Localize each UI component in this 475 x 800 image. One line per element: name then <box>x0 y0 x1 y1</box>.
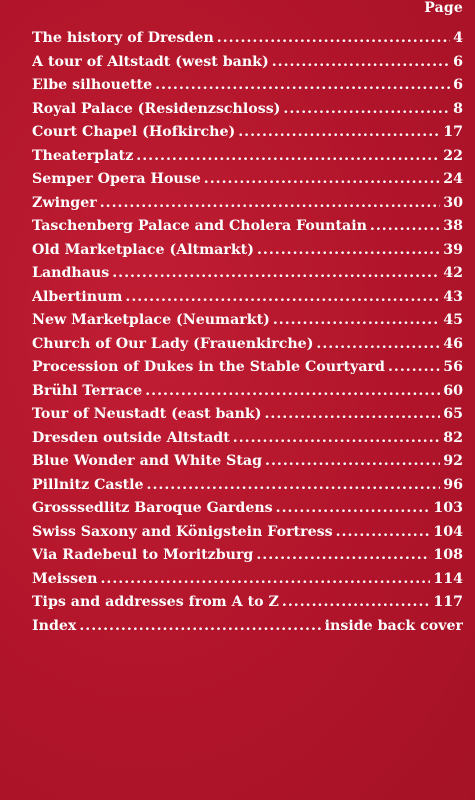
toc-entry-page-number: 6 <box>453 53 463 70</box>
toc-entry-title: The history of Dresden <box>32 30 214 46</box>
toc-entry-page-number: 38 <box>443 218 463 235</box>
toc-entry-title: Swiss Saxony and Königstein Fortress <box>32 523 333 540</box>
toc-entry <box>32 359 463 383</box>
toc-entry <box>32 571 463 595</box>
toc-entry-title: Grosssedlitz Baroque Gardens <box>32 500 273 517</box>
toc-entry <box>32 30 463 54</box>
toc-entry-title: Blue Wonder and White Stag <box>32 453 263 470</box>
toc-entry-page-number: 43 <box>443 288 463 305</box>
toc-entry-page-number: 24 <box>443 171 463 188</box>
toc-entry-page-number: 60 <box>443 382 463 399</box>
toc-entry-leader-dots <box>112 265 440 281</box>
toc-entry <box>32 54 463 78</box>
toc-entry-page-number: 56 <box>443 359 463 376</box>
toc-entry-leader-dots <box>273 312 440 328</box>
toc-entry-leader-dots <box>265 453 440 469</box>
toc-entry-page-number: 30 <box>443 194 463 211</box>
toc-entry-leader-dots <box>283 101 450 117</box>
toc-entry-leader-dots <box>264 406 440 422</box>
toc-entry-leader-dots <box>238 124 440 140</box>
toc-entry-page-number: 22 <box>443 147 463 164</box>
toc-entry-title: Albertinum <box>32 288 123 305</box>
toc-entry-title: Procession of Dukes in the Stable Courtyard <box>32 359 385 376</box>
toc-entry-leader-dots <box>316 336 440 352</box>
toc-list <box>32 30 463 641</box>
toc-entry-title: Index <box>32 617 77 634</box>
toc-entry <box>32 594 463 618</box>
toc-entry-title: Zwinger <box>32 194 97 211</box>
toc-entry-leader-dots <box>145 383 440 399</box>
toc-entry-title: Semper Opera House <box>32 171 201 188</box>
toc-entry <box>32 312 463 336</box>
toc-entry-title: Tour of Neustadt (east bank) <box>32 406 262 423</box>
toc-entry-page-number: 46 <box>443 335 463 352</box>
toc-entry-page-number: 82 <box>443 429 463 446</box>
toc-entry <box>32 242 463 266</box>
toc-entry-leader-dots <box>257 242 440 258</box>
toc-entry-leader-dots <box>155 77 450 93</box>
toc-entry-leader-dots <box>336 524 431 540</box>
toc-entry-page-number: 45 <box>443 312 463 329</box>
toc-entry-title: Dresden outside Altstadt <box>32 429 230 446</box>
toc-entry-leader-dots <box>282 594 431 610</box>
toc-entry <box>32 101 463 125</box>
toc-entry-title: Pillnitz Castle <box>32 476 144 493</box>
toc-entry-title: Landhaus <box>32 265 110 282</box>
toc-entry <box>32 500 463 524</box>
toc-entry <box>32 265 463 289</box>
toc-entry-leader-dots <box>272 54 450 70</box>
toc-entry-title: Court Chapel (Hofkirche) <box>32 124 236 141</box>
toc-entry-title: Meissen <box>32 570 98 587</box>
toc-entry-leader-dots <box>204 171 440 187</box>
toc-entry-title: Old Marketplace (Altmarkt) <box>32 241 254 258</box>
toc-entry-page-number: 65 <box>443 406 463 423</box>
toc-entry-page-number: inside back cover <box>324 617 463 634</box>
toc-entry <box>32 171 463 195</box>
toc-entry-page-number: 8 <box>453 100 463 117</box>
toc-entry-page-number: 114 <box>433 570 463 587</box>
toc-entry-page-number: 96 <box>443 476 463 493</box>
toc-entry-title: A tour of Altstadt (west bank) <box>32 53 269 70</box>
toc-entry-page-number: 103 <box>433 500 463 517</box>
toc-entry-title: Tips and addresses from A to Z <box>32 594 279 611</box>
toc-entry-leader-dots <box>147 477 441 493</box>
toc-entry <box>32 148 463 172</box>
toc-entry-page-number: 39 <box>443 241 463 258</box>
toc-entry-page-number: 42 <box>443 265 463 282</box>
toc-entry-title: Royal Palace (Residenzschloss) <box>32 100 281 117</box>
toc-entry-leader-dots <box>276 500 431 516</box>
toc-entry-leader-dots <box>388 359 440 375</box>
toc-entry-leader-dots <box>217 30 450 46</box>
toc-entry-title: New Marketplace (Neumarkt) <box>32 312 270 329</box>
toc-entry-leader-dots <box>233 430 441 446</box>
toc-entry <box>32 124 463 148</box>
toc-entry-leader-dots <box>100 571 430 587</box>
toc-entry <box>32 218 463 242</box>
toc-entry <box>32 547 463 571</box>
toc-entry-title: Church of Our Lady (Frauenkirche) <box>32 335 314 352</box>
toc-entry-leader-dots <box>256 547 430 563</box>
toc-entry-title: Taschenberg Palace and Cholera Fountain <box>32 218 367 235</box>
toc-entry-page-number: 108 <box>433 547 463 564</box>
toc-entry <box>32 430 463 454</box>
toc-entry-title: Brühl Terrace <box>32 382 143 399</box>
toc-entry <box>32 77 463 101</box>
toc-entry-leader-dots <box>370 218 440 234</box>
toc-entry-title: Theaterplatz <box>32 147 134 164</box>
toc-entry-title: Via Radebeul to Moritzburg <box>32 547 254 564</box>
toc-entry <box>32 524 463 548</box>
toc-entry-leader-dots <box>100 195 441 211</box>
toc-entry <box>32 618 463 642</box>
toc-entry-page-number: 6 <box>453 77 463 94</box>
toc-entry-page-number: 92 <box>443 453 463 470</box>
toc-entry <box>32 195 463 219</box>
toc-entry-leader-dots <box>79 618 321 634</box>
toc-entry <box>32 336 463 360</box>
toc-entry <box>32 477 463 501</box>
toc-entry <box>32 406 463 430</box>
toc-entry-page-number: 117 <box>433 594 463 611</box>
toc-entry <box>32 453 463 477</box>
page-column-header: Page <box>424 0 463 16</box>
toc-entry <box>32 383 463 407</box>
toc-entry-leader-dots <box>136 148 440 164</box>
toc-entry <box>32 289 463 313</box>
toc-entry-page-number: 4 <box>453 30 463 46</box>
toc-entry-page-number: 104 <box>433 523 463 540</box>
toc-entry-title: Elbe silhouette <box>32 77 153 94</box>
toc-entry-page-number: 17 <box>443 124 463 141</box>
toc-entry-leader-dots <box>125 289 440 305</box>
